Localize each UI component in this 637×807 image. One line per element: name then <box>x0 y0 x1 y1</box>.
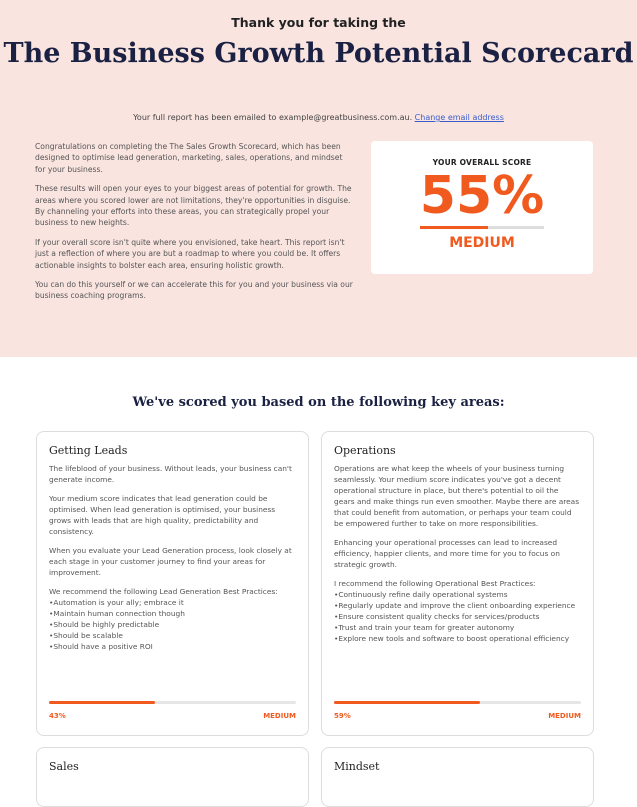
card-paragraph: Enhancing your operational processes can lead to increased efficiency, happier clients, and more time for you to focus on strategic growth. <box>334 538 560 569</box>
change-email-link[interactable]: Change email address <box>414 113 504 122</box>
score-percent: 43% <box>49 712 66 720</box>
list-intro: We recommend the following Lead Generation Best Practices: <box>49 587 278 596</box>
card-mindset <box>321 747 594 807</box>
intro-paragraph: If your overall score isn't quite where you envisioned, take heart. This report isn't just a reflection of where you are but a roadmap to where you could be. It offers actionable insights to bolster each area, ensuring holistic growth. <box>35 237 345 270</box>
intro-paragraph: You can do this yourself or we can accelerate this for you and your business via our business coaching programs. <box>35 280 353 301</box>
eyebrow-text: Thank you for taking the <box>231 15 406 30</box>
overall-score-bar <box>420 226 544 229</box>
list-item: • Should have a positive ROI <box>49 641 296 652</box>
score-bar <box>334 701 581 704</box>
overall-score-card <box>371 141 593 274</box>
card-sales <box>36 747 309 807</box>
section-title: We've scored you based on the following key areas: <box>132 395 505 410</box>
score-bar-fill <box>334 701 480 704</box>
best-practices-list <box>49 597 296 652</box>
best-practices-list <box>334 589 581 644</box>
list-item: • Ensure consistent quality checks for services/products <box>334 611 581 622</box>
list-item: • Maintain human connection though <box>49 608 296 619</box>
card-getting-leads <box>36 431 309 736</box>
list-intro: I recommend the following Operational Best Practices: <box>334 579 536 588</box>
card-operations <box>321 431 594 736</box>
card-paragraph: The lifeblood of your business. Without leads, your business can't generate income. <box>49 464 292 484</box>
overall-score-level: MEDIUM <box>449 235 515 251</box>
score-level: MEDIUM <box>263 712 296 720</box>
email-notice-text: Your full report has been emailed to example@greatbusiness.com.au. <box>133 113 413 122</box>
card-title: Sales <box>49 760 79 773</box>
score-level: MEDIUM <box>548 712 581 720</box>
hero-section <box>0 0 637 357</box>
overall-score-value: 55% <box>419 166 545 226</box>
list-item: • Explore new tools and software to boost operational efficiency <box>334 633 581 644</box>
intro-paragraph: These results will open your eyes to your biggest areas of potential for growth. The areas where you scored lower are not limitations, they're opportunities in disguise. By channeling your efforts into these areas, you can strategically propel your business to new heights. <box>35 184 352 228</box>
email-notice <box>0 113 637 122</box>
card-title: Operations <box>334 444 396 457</box>
score-labels <box>334 712 581 720</box>
card-paragraph: When you evaluate your Lead Generation process, look closely at each stage in your customer journey to find your areas for improvement. <box>49 546 292 577</box>
list-item: • Automation is your ally; embrace it <box>49 597 296 608</box>
card-paragraph: Your medium score indicates that lead generation could be optimised. When lead generation is optimised, your business grows with leads that are high quality, predictability and consistency. <box>49 494 276 536</box>
overall-score-bar-fill <box>420 226 488 229</box>
score-labels <box>49 712 296 720</box>
intro-text <box>35 141 355 310</box>
card-title: Mindset <box>334 760 380 773</box>
list-item: • Trust and train your team for greater autonomy <box>334 622 581 633</box>
list-item: • Regularly update and improve the client onboarding experience <box>334 600 581 611</box>
overall-score-label: YOUR OVERALL SCORE <box>432 158 532 167</box>
score-bar-fill <box>49 701 155 704</box>
card-title: Getting Leads <box>49 444 128 457</box>
card-paragraph: Operations are what keep the wheels of your business turning seamlessly. Your medium score indicates you've got a decent operational structure in place, but there's potential to oil the gears and make things run even smoother. Maybe there are areas that could benefit from automation, or perhaps your team could be empowered further to take on more responsibilities. <box>334 464 580 528</box>
intro-paragraph: Congratulations on completing the The Sales Growth Scorecard, which has been designed to optimise lead generation, marketing, sales, operations, and mindset for your business. <box>35 142 343 174</box>
list-item: • Continuously refine daily operational systems <box>334 589 581 600</box>
page-title: The Business Growth Potential Scorecard <box>3 38 634 69</box>
score-percent: 59% <box>334 712 351 720</box>
list-item: • Should be scalable <box>49 630 296 641</box>
card-body <box>49 463 296 652</box>
list-item: • Should be highly predictable <box>49 619 296 630</box>
score-bar <box>49 701 296 704</box>
card-body <box>334 463 581 644</box>
